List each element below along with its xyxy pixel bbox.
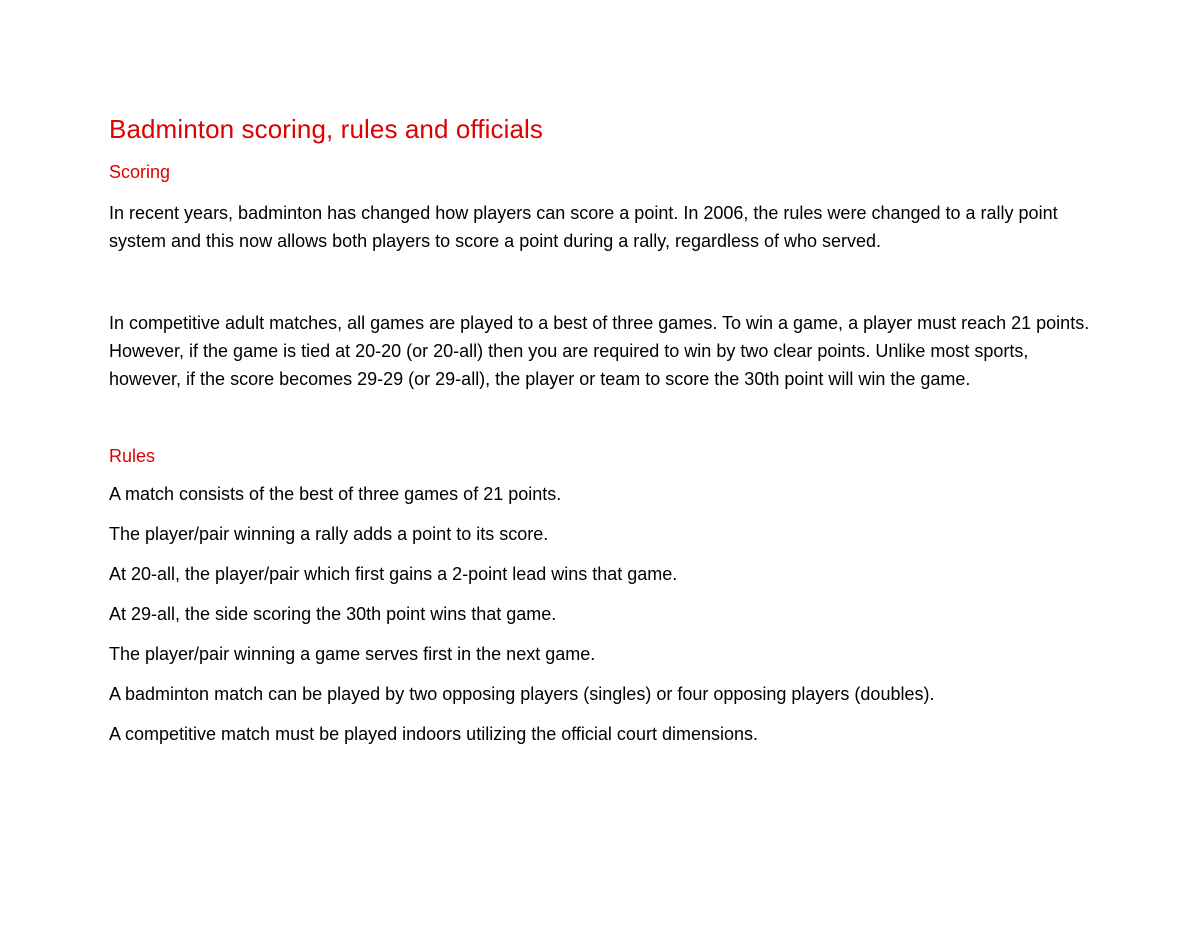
- rule-item: A badminton match can be played by two opposing players (singles) or four opposing players (doubles).: [109, 684, 935, 704]
- rule-item: A match consists of the best of three games of 21 points.: [109, 484, 562, 504]
- scoring-paragraph-2: In competitive adult matches, all games are played to a best of three games. To win a game, a player must reach 21 points. However, if the game is tied at 20-20 (or 20-all) then you are required to win by two clear points. Unlike most sports, however, if the score becomes 29-29 (or 29-all), the player or team to score the 30th point will win the game.: [109, 313, 1090, 389]
- rule-item: The player/pair winning a rally adds a point to its score.: [109, 524, 549, 544]
- document-content: [109, 112, 1099, 746]
- rules-list: [109, 482, 1099, 746]
- rules-heading: Rules: [109, 446, 156, 466]
- document-title: Badminton scoring, rules and officials: [109, 114, 543, 144]
- scoring-paragraph-1: In recent years, badminton has changed how players can score a point. In 2006, the rules were changed to a rally point system and this now allows both players to score a point during a rally, regardless of who served.: [109, 203, 1058, 251]
- rule-item: The player/pair winning a game serves first in the next game.: [109, 644, 596, 664]
- rule-item: A competitive match must be played indoors utilizing the official court dimensions.: [109, 724, 758, 744]
- rule-item: At 20-all, the player/pair which first gains a 2-point lead wins that game.: [109, 564, 678, 584]
- scoring-heading: Scoring: [109, 162, 171, 182]
- rule-item: At 29-all, the side scoring the 30th point wins that game.: [109, 604, 557, 624]
